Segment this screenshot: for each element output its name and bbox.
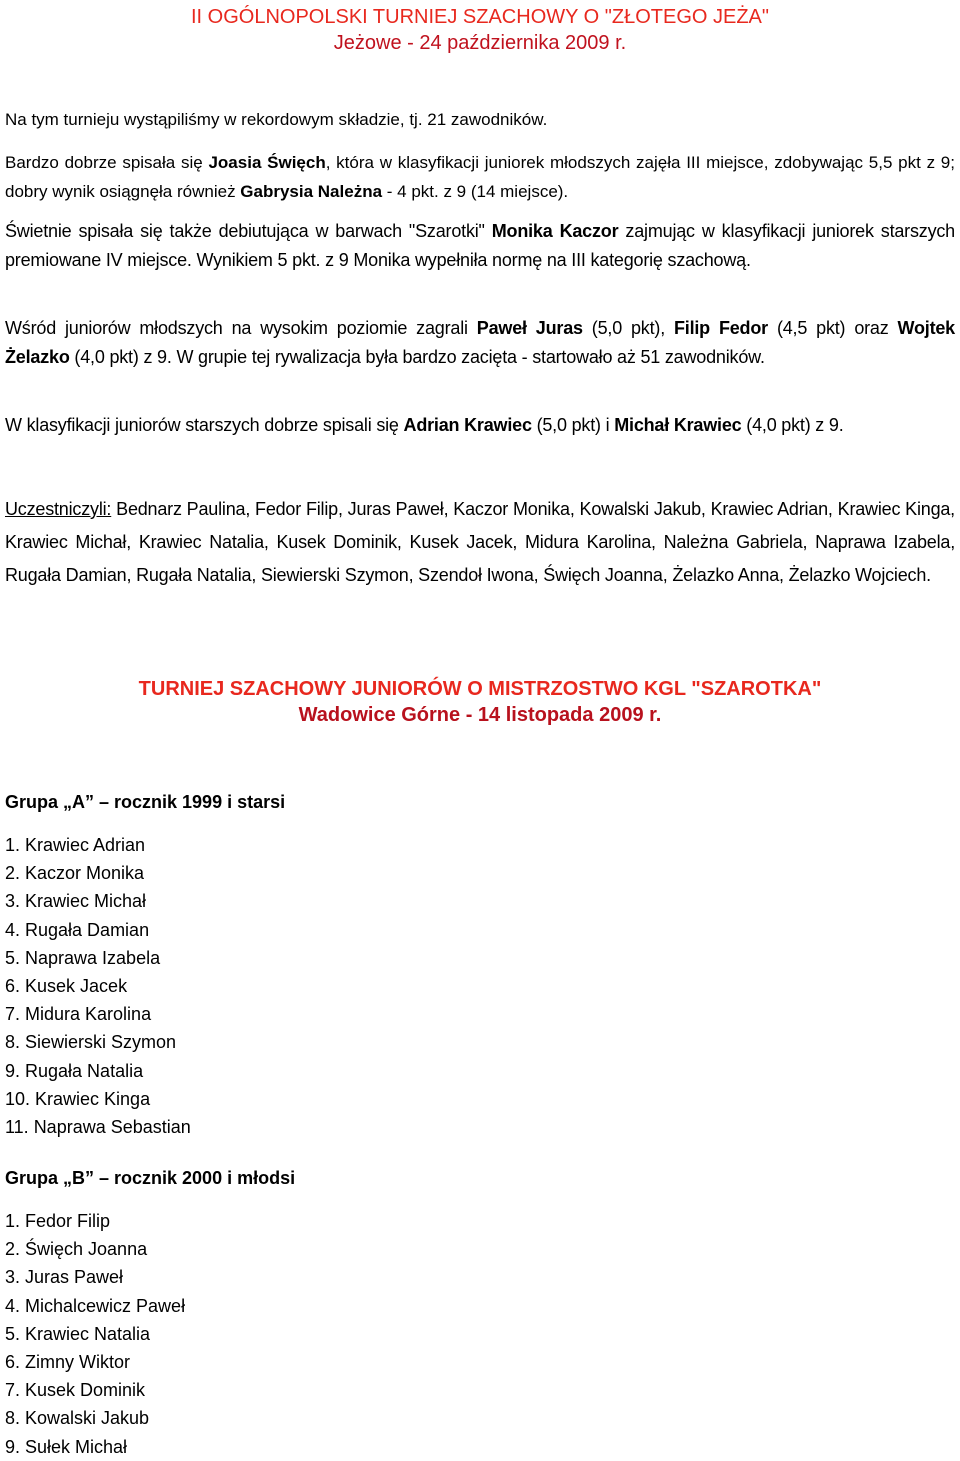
name-highlight: Adrian Krawiec <box>403 415 532 435</box>
text: Bardzo dobrze spisała się <box>5 153 209 172</box>
paragraph-juniors-younger <box>5 314 955 371</box>
text: (4,0 pkt) z 9. W grupie tej rywalizacja była bardzo zacięta - startowało aż 51 zawodników. <box>69 346 765 367</box>
paragraph-intro <box>5 106 955 135</box>
name-highlight: Paweł Juras <box>476 318 583 338</box>
tournament2-header <box>0 676 960 728</box>
group-a-list <box>5 831 191 1141</box>
list-item: 4. Michalcewicz Paweł <box>5 1295 186 1316</box>
list-item: 11. Naprawa Sebastian <box>5 1117 191 1138</box>
text: , która w klasyfikacji juniorek młodszych zajęła III miejsce, zdobywając 5,5 pkt z 9; dobry wynik osiągnęła również <box>5 153 955 201</box>
group-a-heading: Grupa „A” – rocznik 1999 i starsi <box>5 792 286 812</box>
text: (4,5 pkt) oraz <box>767 318 898 338</box>
list-item: 6. Kusek Jacek <box>5 976 128 997</box>
name-highlight: Monika Kaczor <box>491 221 619 241</box>
text: (5,0 pkt), <box>582 318 674 338</box>
tournament1-header <box>0 4 960 56</box>
name-highlight: Michał Krawiec <box>614 415 742 435</box>
list-item: 7. Kusek Dominik <box>5 1380 146 1401</box>
list-item: 7. Midura Karolina <box>5 1004 152 1025</box>
list-item: 10. Krawiec Kinga <box>5 1088 151 1109</box>
list-item: 9. Sułek Michał <box>5 1436 128 1457</box>
tournament1-title: II OGÓLNOPOLSKI TURNIEJ SZACHOWY O "ZŁOTEGO JEŻA" <box>191 6 769 28</box>
list-item: 3. Krawiec Michał <box>5 891 147 912</box>
list-item: 3. Juras Paweł <box>5 1267 124 1288</box>
participants-paragraph <box>5 493 955 592</box>
list-item: 5. Naprawa Izabela <box>5 947 161 968</box>
list-item: 5. Krawiec Natalia <box>5 1323 151 1344</box>
text: (4,0 pkt) z 9. <box>741 415 844 435</box>
list-item: 8. Siewierski Szymon <box>5 1032 177 1053</box>
paragraph-monika <box>5 217 955 274</box>
text: W klasyfikacji juniorów starszych dobrze spisali się <box>5 415 404 435</box>
text: (5,0 pkt) i <box>531 415 615 435</box>
tournament2-subtitle: Wadowice Górne - 14 listopada 2009 r. <box>298 704 662 726</box>
list-item: 9. Rugała Natalia <box>5 1060 144 1081</box>
list-item: 1. Krawiec Adrian <box>5 835 146 855</box>
text: Wśród juniorów młodszych na wysokim poziomie zagrali <box>5 318 477 338</box>
group-b-list <box>5 1207 185 1461</box>
list-item: 6. Zimny Wiktor <box>5 1352 131 1373</box>
text: zajmując w klasyfikacji juniorek starszych premiowane IV miejsce. Wynikiem 5 pkt. z 9 Monika wypełniła normę na III kategorię szachową. <box>5 221 955 270</box>
paragraph-joasia <box>5 149 955 206</box>
list-item: 8. Kowalski Jakub <box>5 1408 150 1429</box>
participants-label: Uczestniczyli: <box>5 499 112 519</box>
participants-names: Bednarz Paulina, Fedor Filip, Juras Paweł, Kaczor Monika, Kowalski Jakub, Krawiec Adrian, Krawiec Kinga, Krawiec Michał, Krawiec Natalia, Kusek Dominik, Kusek Jacek, Midura Karolina, Należna Gabriela, Naprawa Izabela, Rugała Damian, Rugała Natalia, Siewierski Szymon, Szendoł Iwona, Święch Joanna, Żelazko Anna, Żelazko Wojciech. <box>5 499 955 585</box>
text: Świetnie spisała się także debiutująca w barwach "Szarotki" <box>5 221 492 241</box>
list-item: 4. Rugała Damian <box>5 919 150 940</box>
list-item: 1. Fedor Filip <box>5 1211 111 1231</box>
name-highlight: Wojtek Żelazko <box>5 318 955 367</box>
list-item: 2. Święch Joanna <box>5 1239 148 1260</box>
intro-text: Na tym turnieju wystąpiliśmy w rekordowym składzie, tj. 21 zawodników. <box>5 110 548 129</box>
group-b-heading: Grupa „B” – rocznik 2000 i młodsi <box>5 1168 296 1188</box>
name-highlight: Joasia Święch <box>208 153 326 172</box>
name-highlight: Filip Fedor <box>673 318 768 338</box>
tournament1-subtitle: Jeżowe - 24 października 2009 r. <box>333 32 627 54</box>
list-item: 2. Kaczor Monika <box>5 863 145 884</box>
text: - 4 pkt. z 9 (14 miejsce). <box>382 181 569 201</box>
tournament2-title: TURNIEJ SZACHOWY JUNIORÓW O MISTRZOSTWO KGL "SZAROTKA" <box>138 678 822 700</box>
paragraph-juniors-older <box>5 411 955 440</box>
name-highlight: Gabrysia Należna <box>240 181 383 201</box>
